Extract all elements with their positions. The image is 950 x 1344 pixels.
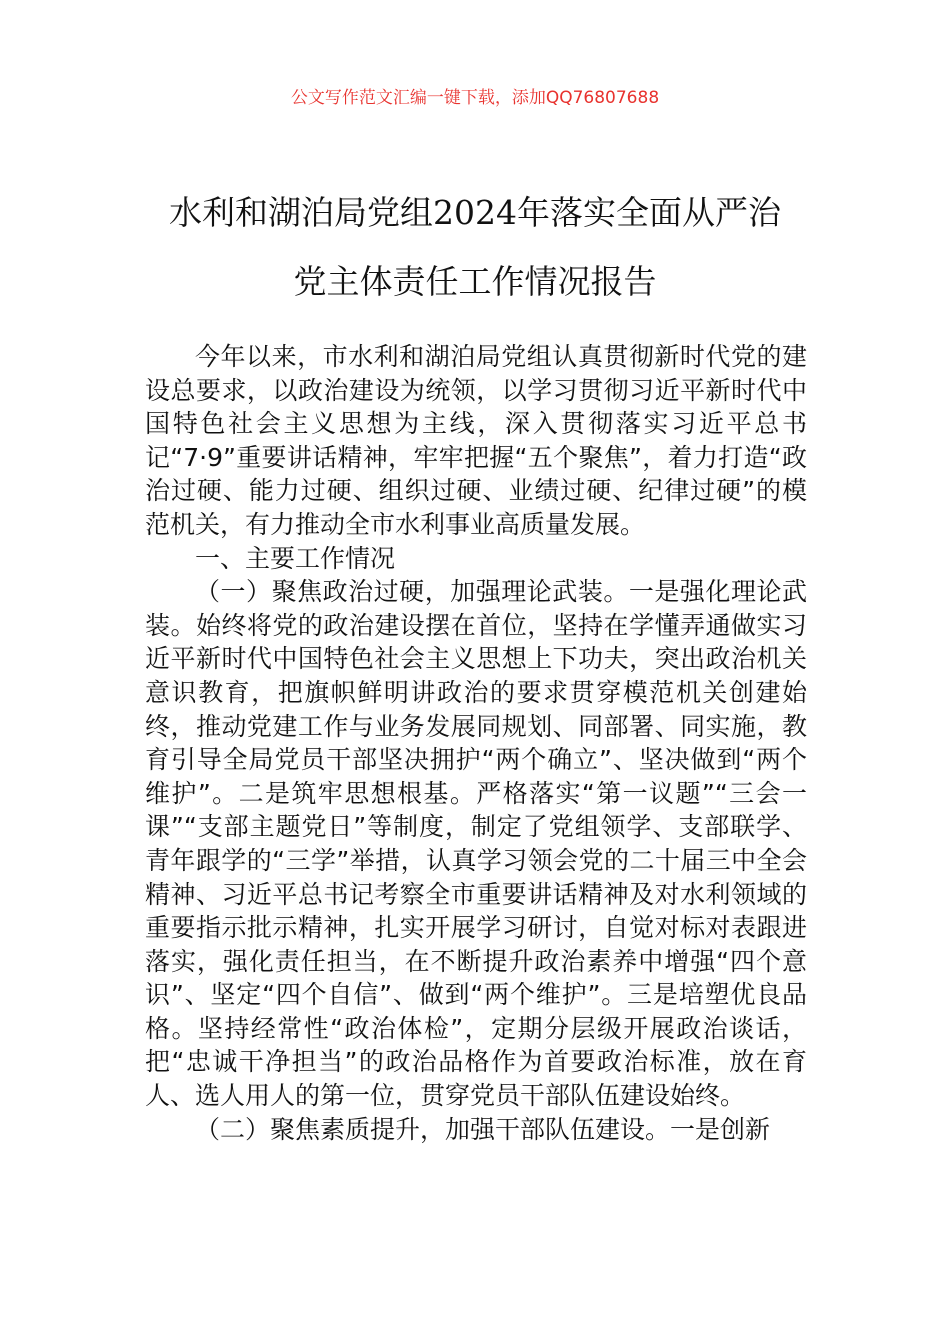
political-section-paragraph: （一）聚焦政治过硬，加强理论武装。一是强化理论武装。始终将党的政治建设摆在首位，坚持在学懂弄通做实习近平新时代中国特色社会主义思想上下功夫，突出政治机关意识教育，把旗帜鲜明讲政治的要求贯穿模范机关创建始终，推动党建工作与业务发展同规划、同部署、同实施，教育引导全局党员干部坚决拥护“两个确立”、坚决做到“两个维护”。二是筑牢思想根基。严格落实“第一议题”“三会一课”“支部主题党日”等制度，制定了党组领学、支部联学、青年跟学的“三学”举措，认真学习领会党的二十届三中全会精神、习近平总书记考察全市重要讲话精神及对水利领域的重要指示批示精神，扎实开展学习研讨，自觉对标对表跟进落实，强化责任担当，在不断提升政治素养中增强“四个意识”、坚定“四个自信”、做到“两个维护”。三是培塑优良品格。坚持经常性“政治体检”，定期分层级开展政治谈话，把“忠诚干净担当”的政治品格作为首要政治标准，放在育人、选人用人的第一位，贯穿党员干部队伍建设始终。 — [145, 577, 807, 1111]
document-title — [120, 178, 830, 316]
title-line-2: 党主体责任工作情况报告 — [293, 262, 657, 301]
intro-paragraph: 今年以来，市水利和湖泊局党组认真贯彻新时代党的建设总要求，以政治建设为统领，以学习贯彻习近平新时代中国特色社会主义思想为主线，深入贯彻落实习近平总书记“7·9”重要讲话精神，牢牢把握“五个聚焦”，着力打造“政治过硬、能力过硬、组织过硬、业绩过硬、纪律过硬”的模范机关，有力推动全市水利事业高质量发展。 — [145, 342, 807, 539]
title-line-1: 水利和湖泊局党组2024年落实全面从严治 — [169, 193, 781, 232]
section-heading-main-work: 一、主要工作情况 — [195, 543, 396, 573]
quality-section-paragraph: （二）聚焦素质提升，加强干部队伍建设。一是创新 — [195, 1114, 771, 1144]
download-watermark: 公文写作范文汇编一键下载，添加QQ76807688 — [290, 88, 660, 108]
document-body — [145, 340, 807, 1146]
